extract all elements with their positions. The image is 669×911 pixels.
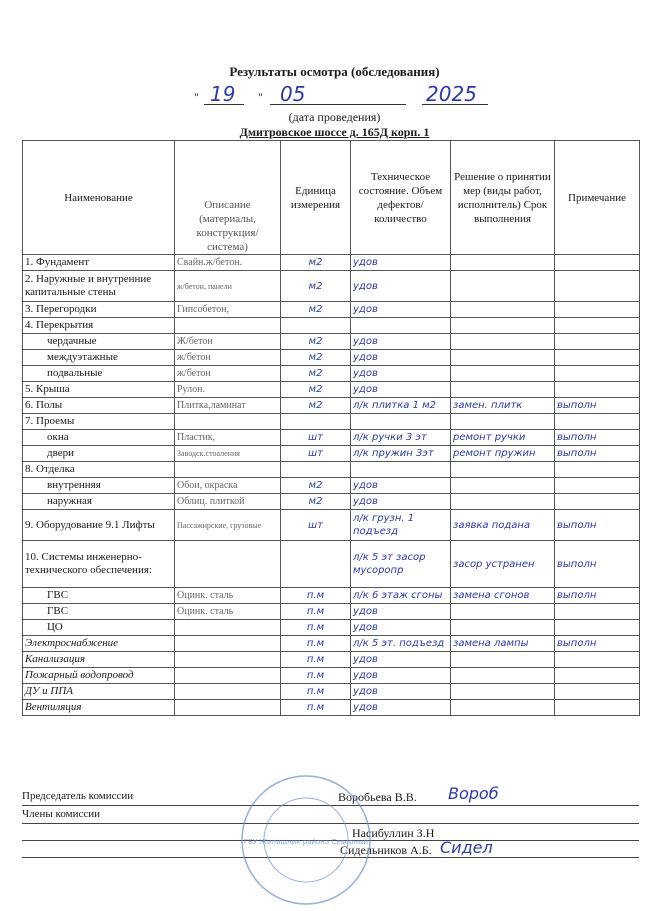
table-row: [23, 604, 640, 620]
row-note: [555, 302, 640, 318]
row-note: [555, 700, 640, 716]
row-description: Облиц. плиткой: [175, 494, 281, 510]
row-name: Электроснабжение: [23, 636, 175, 652]
row-unit: м2: [281, 366, 351, 382]
row-name: 5. Крыша: [23, 382, 175, 398]
row-note: выполн: [555, 636, 640, 652]
row-unit: п.м: [281, 652, 351, 668]
row-description: Оцинк. сталь: [175, 604, 281, 620]
table-row: [23, 494, 640, 510]
row-note: [555, 620, 640, 636]
row-condition: удов: [351, 684, 451, 700]
row-description: ж/бетон: [175, 350, 281, 366]
row-description: [175, 636, 281, 652]
row-decision: [451, 668, 555, 684]
row-note: [555, 478, 640, 494]
row-description: Пластик,: [175, 430, 281, 446]
row-condition: л/к пружин 3эт: [351, 446, 451, 462]
row-name: внутренняя: [23, 478, 175, 494]
row-decision: заявка подана: [451, 510, 555, 541]
row-note: выполн: [555, 541, 640, 588]
row-note: [555, 366, 640, 382]
header-name: Наименование: [23, 141, 175, 255]
row-unit: п.м: [281, 668, 351, 684]
row-description: [175, 462, 281, 478]
row-description: ж/бетон, панели: [175, 271, 281, 302]
row-name: наружная: [23, 494, 175, 510]
row-decision: [451, 494, 555, 510]
row-note: [555, 255, 640, 271]
row-name: ГВС: [23, 604, 175, 620]
row-note: выполн: [555, 430, 640, 446]
row-name: ДУ и ППА: [23, 684, 175, 700]
table-row: [23, 334, 640, 350]
row-name: ГВС: [23, 588, 175, 604]
row-note: выполн: [555, 446, 640, 462]
row-name: Канализация: [23, 652, 175, 668]
row-name: чердачные: [23, 334, 175, 350]
row-condition: л/к 5 эт засор мусоропр: [351, 541, 451, 588]
table-row: [23, 414, 640, 430]
row-condition: удов: [351, 494, 451, 510]
row-description: Рулон.: [175, 382, 281, 398]
table-row: [23, 684, 640, 700]
table-row: [23, 366, 640, 382]
table-row: [23, 462, 640, 478]
row-decision: [451, 620, 555, 636]
member-2-signature: Сидел: [440, 838, 493, 857]
row-decision: [451, 414, 555, 430]
table-row: [23, 541, 640, 588]
members-label: Члены комиссии: [22, 808, 101, 820]
row-note: [555, 334, 640, 350]
chairman-name: Воробьева В.В.: [338, 790, 417, 804]
table-row: [23, 302, 640, 318]
table-row: [23, 271, 640, 302]
row-decision: [451, 700, 555, 716]
row-condition: л/к плитка 1 м2: [351, 398, 451, 414]
row-condition: удов: [351, 271, 451, 302]
row-description: Заводск.стоаления: [175, 446, 281, 462]
row-description: [175, 652, 281, 668]
row-condition: удов: [351, 334, 451, 350]
row-decision: замена лампы: [451, 636, 555, 652]
row-decision: [451, 255, 555, 271]
row-name: двери: [23, 446, 175, 462]
row-description: Ж/бетон: [175, 334, 281, 350]
row-decision: ремонт ручки: [451, 430, 555, 446]
header-unit: Единица измерения: [281, 141, 351, 255]
row-decision: ремонт пружин: [451, 446, 555, 462]
row-unit: п.м: [281, 588, 351, 604]
row-condition: удов: [351, 604, 451, 620]
row-unit: шт: [281, 446, 351, 462]
date-year: 2025: [426, 82, 477, 106]
table-row: [23, 700, 640, 716]
row-note: [555, 462, 640, 478]
row-description: [175, 414, 281, 430]
row-condition: удов: [351, 620, 451, 636]
row-decision: [451, 382, 555, 398]
table-body: [23, 255, 640, 716]
row-unit: м2: [281, 271, 351, 302]
row-unit: п.м: [281, 684, 351, 700]
member-2-name: Сидельников А.Б.: [340, 843, 432, 857]
row-decision: [451, 604, 555, 620]
row-name: междуэтажные: [23, 350, 175, 366]
header-description: Описание (материалы, конструкция/ система): [175, 141, 281, 255]
row-condition: удов: [351, 255, 451, 271]
row-condition: [351, 318, 451, 334]
table-row: [23, 430, 640, 446]
row-decision: [451, 478, 555, 494]
table-row: [23, 255, 640, 271]
row-note: выполн: [555, 588, 640, 604]
row-condition: удов: [351, 366, 451, 382]
row-note: выполн: [555, 510, 640, 541]
row-description: [175, 668, 281, 684]
row-note: [555, 318, 640, 334]
row-unit: п.м: [281, 700, 351, 716]
row-name: окна: [23, 430, 175, 446]
row-unit: [281, 414, 351, 430]
chairman-label: Председатель комиссии: [22, 790, 134, 802]
row-description: Пассажирские, грузовые: [175, 510, 281, 541]
row-unit: м2: [281, 382, 351, 398]
row-unit: м2: [281, 398, 351, 414]
date-day: 19: [210, 82, 236, 106]
row-decision: [451, 318, 555, 334]
row-decision: [451, 271, 555, 302]
row-decision: [451, 462, 555, 478]
row-description: Гипсобетон,: [175, 302, 281, 318]
row-note: [555, 494, 640, 510]
row-condition: удов: [351, 652, 451, 668]
row-unit: м2: [281, 302, 351, 318]
stamp-text: ГБУ Жилищник района Северный: [243, 838, 369, 846]
row-unit: п.м: [281, 636, 351, 652]
row-note: выполн: [555, 398, 640, 414]
row-condition: л/к ручки 3 эт: [351, 430, 451, 446]
row-description: [175, 684, 281, 700]
row-decision: замен. плитк: [451, 398, 555, 414]
row-decision: [451, 366, 555, 382]
table-row: [23, 318, 640, 334]
row-note: [555, 684, 640, 700]
row-unit: шт: [281, 430, 351, 446]
row-note: [555, 382, 640, 398]
table-row: [23, 510, 640, 541]
row-note: [555, 604, 640, 620]
header-note: Примечание: [555, 141, 640, 255]
date-caption: (дата проведения): [288, 110, 381, 124]
row-unit: м2: [281, 478, 351, 494]
document-title: Результаты осмотра (обследования): [229, 64, 440, 79]
row-decision: [451, 350, 555, 366]
chairman-signature: Вороб: [448, 784, 499, 803]
row-condition: удов: [351, 302, 451, 318]
row-note: [555, 652, 640, 668]
table-row: [23, 636, 640, 652]
row-name: 9. Оборудование 9.1 Лифты: [23, 510, 175, 541]
row-unit: [281, 541, 351, 588]
row-name: 1. Фундамент: [23, 255, 175, 271]
building-address: Дмитровское шоссе д. 165Д корп. 1: [239, 125, 430, 139]
row-condition: л/к 5 эт. подъезд: [351, 636, 451, 652]
row-condition: удов: [351, 700, 451, 716]
row-unit: м2: [281, 255, 351, 271]
table-row: [23, 652, 640, 668]
table-row: [23, 668, 640, 684]
table-row: [23, 350, 640, 366]
header-condition: Техническое состояние. Объем дефектов/ количество: [351, 141, 451, 255]
date-quote-open: ": [194, 90, 199, 104]
header-decision: Решение о принятии мер (виды работ, исполнитель) Срок выполнения: [451, 141, 555, 255]
row-condition: удов: [351, 382, 451, 398]
row-note: [555, 271, 640, 302]
row-unit: шт: [281, 510, 351, 541]
date-quote-close: ": [258, 90, 263, 104]
row-note: [555, 668, 640, 684]
row-name: подвальные: [23, 366, 175, 382]
row-unit: м2: [281, 334, 351, 350]
row-name: 8. Отделка: [23, 462, 175, 478]
row-description: Плитка,ламинат: [175, 398, 281, 414]
table-row: [23, 478, 640, 494]
member-1-name: Насибуллин З.Н: [352, 826, 435, 840]
row-unit: м2: [281, 350, 351, 366]
row-name: Пожарный водопровод: [23, 668, 175, 684]
table-row: [23, 382, 640, 398]
row-decision: [451, 302, 555, 318]
row-unit: [281, 318, 351, 334]
row-description: ж/бетон: [175, 366, 281, 382]
row-unit: п.м: [281, 604, 351, 620]
row-decision: [451, 334, 555, 350]
row-unit: п.м: [281, 620, 351, 636]
organization-stamp: [236, 770, 376, 910]
row-name: 4. Перекрытия: [23, 318, 175, 334]
row-note: [555, 414, 640, 430]
row-description: [175, 318, 281, 334]
date-month: 05: [280, 82, 306, 106]
row-decision: [451, 684, 555, 700]
row-name: Вентиляция: [23, 700, 175, 716]
row-name: 7. Проемы: [23, 414, 175, 430]
row-name: 6. Полы: [23, 398, 175, 414]
row-decision: замена сгонов: [451, 588, 555, 604]
table-row: [23, 398, 640, 414]
row-unit: [281, 462, 351, 478]
row-description: Свайн.ж/бетон.: [175, 255, 281, 271]
table-row: [23, 620, 640, 636]
row-description: Оцинк. сталь: [175, 588, 281, 604]
row-decision: засор устранен: [451, 541, 555, 588]
row-description: Обои, окраска: [175, 478, 281, 494]
row-name: 2. Наружные и внутренние капитальные стены: [23, 271, 175, 302]
row-unit: м2: [281, 494, 351, 510]
row-condition: удов: [351, 350, 451, 366]
row-note: [555, 350, 640, 366]
inspection-table: [22, 140, 640, 716]
row-name: 10. Системы инженерно-технического обеспечения:: [23, 541, 175, 588]
row-condition: удов: [351, 668, 451, 684]
row-description: [175, 620, 281, 636]
row-condition: л/к грузн. 1 подъезд: [351, 510, 451, 541]
row-name: 3. Перегородки: [23, 302, 175, 318]
underline: [422, 104, 488, 105]
row-condition: л/к 6 этаж сгоны: [351, 588, 451, 604]
underline: [204, 104, 244, 105]
underline: [270, 104, 406, 105]
table-row: [23, 446, 640, 462]
row-name: ЦО: [23, 620, 175, 636]
row-condition: удов: [351, 478, 451, 494]
row-condition: [351, 414, 451, 430]
row-decision: [451, 652, 555, 668]
row-condition: [351, 462, 451, 478]
table-header-row: [23, 141, 640, 255]
inspection-date: [190, 82, 490, 108]
row-description: [175, 541, 281, 588]
table-row: [23, 588, 640, 604]
row-description: [175, 700, 281, 716]
